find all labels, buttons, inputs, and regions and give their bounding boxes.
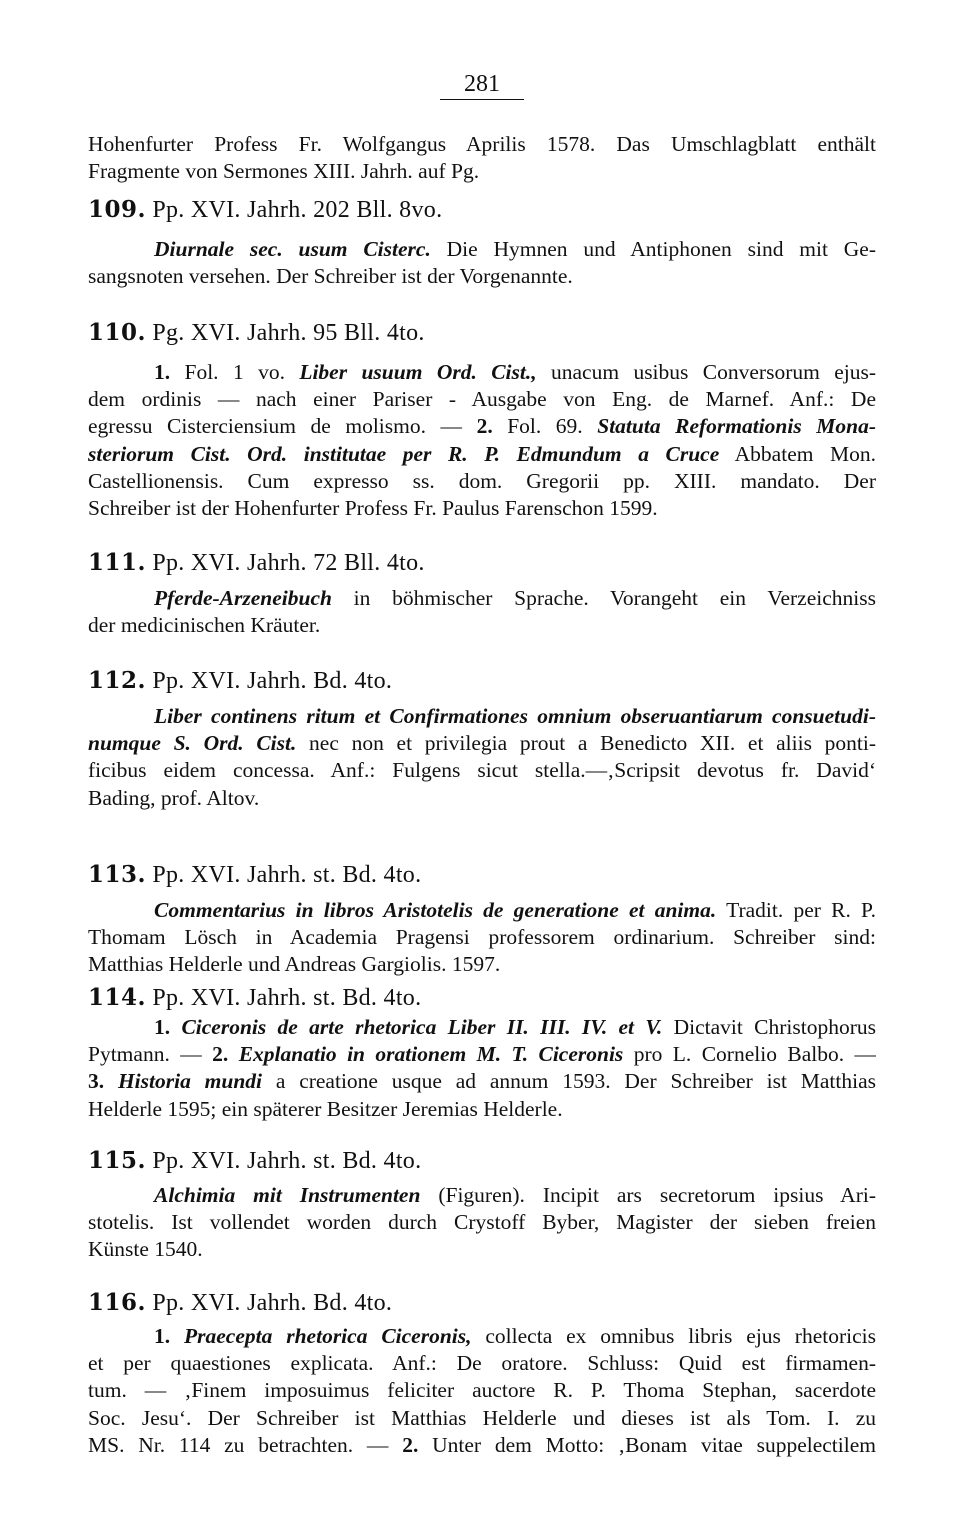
entry-description xyxy=(88,897,876,979)
text-line xyxy=(88,1405,876,1432)
body-text: Pytmann. — xyxy=(88,1042,213,1067)
title-text: Praecepta rhetorica Ciceronis, xyxy=(184,1324,472,1348)
entry-number: 109. xyxy=(88,196,147,223)
text-line xyxy=(88,951,876,978)
text-line xyxy=(88,1236,876,1263)
entry-meta: Pp. XVI. Jahrh. st. Bd. 4to. xyxy=(146,985,422,1011)
body-text: stotelis. Ist vollendet worden durch Crystoff Byber, Magister der sieben freien xyxy=(88,1210,876,1235)
text-line xyxy=(88,612,876,639)
text-line xyxy=(88,1014,876,1041)
entry-description xyxy=(88,1182,876,1264)
body-text: der medicinischen Kräuter. xyxy=(88,613,321,638)
title-text: numque S. Ord. Cist. xyxy=(88,731,297,756)
body-text: unacum usibus Conversorum ejus- xyxy=(536,360,876,384)
entry-heading xyxy=(88,549,425,577)
entry-meta: Pg. XVI. Jahrh. 95 Bll. 4to. xyxy=(146,320,425,346)
entry-number: 110. xyxy=(88,319,147,346)
item-number: 1. xyxy=(154,1015,171,1039)
body-text: Abbatem Mon. xyxy=(719,441,876,466)
entry-meta: Pp. XVI. Jahrh. 72 Bll. 4to. xyxy=(146,550,425,576)
text-line xyxy=(88,757,876,784)
item-number: 1. xyxy=(154,1324,171,1348)
title-text: steriorum Cist. Ord. institutae per R. P. Edmundum a Cruce xyxy=(88,441,720,466)
body-text: in böhmischer Sprache. Vorangeht ein Verzeichniss xyxy=(331,586,876,610)
body-text: egressu Cisterciensium de molismo. — xyxy=(88,414,477,439)
text-line xyxy=(88,785,876,812)
item-number: 3. xyxy=(88,1069,105,1094)
text-line xyxy=(88,263,876,290)
entry-meta: Pp. XVI. Jahrh. st. Bd. 4to. xyxy=(146,862,422,888)
body-text: Fol. 1 vo. xyxy=(170,360,300,384)
title-text: Explanatio in orationem M. T. Ciceronis xyxy=(238,1042,624,1067)
text-line xyxy=(88,1182,876,1209)
entry-description xyxy=(88,236,876,290)
body-text: Fol. 69. xyxy=(492,414,598,439)
body-text: ficibus eidem concessa. Anf.: Fulgens sicut stella.—‚Scripsit devotus fr. David‘ xyxy=(88,758,876,783)
body-text xyxy=(170,1015,181,1039)
entry-description xyxy=(88,585,876,639)
text-line xyxy=(88,730,876,757)
body-text: Dictavit Christophorus xyxy=(662,1015,876,1039)
text-line xyxy=(88,703,876,730)
entry-meta: Pp. XVI. Jahrh. st. Bd. 4to. xyxy=(146,1148,422,1174)
body-text: Schreiber ist der Hohenfurter Profess Fr. Paulus Farenschon 1599. xyxy=(88,495,658,520)
item-number: 2. xyxy=(212,1042,229,1067)
body-text: Soc. Jesu‘. Der Schreiber ist Matthias Helderle und dieses ist als Tom. I. zu xyxy=(88,1405,876,1430)
entry-description xyxy=(88,359,876,522)
body-text: Bading, prof. Altov. xyxy=(88,785,260,810)
text-line xyxy=(88,441,876,468)
title-text: Liber usuum Ord. Cist., xyxy=(299,360,537,384)
title-text: Pferde-Arzeneibuch xyxy=(154,586,332,610)
body-text: Helderle 1595; ein späterer Besitzer Jeremias Helderle. xyxy=(88,1096,563,1121)
entry-heading xyxy=(88,319,425,347)
item-number: 2. xyxy=(476,414,493,439)
body-text: collecta ex omnibus libris ejus rhetoricis xyxy=(471,1324,876,1348)
text-line xyxy=(88,1096,876,1123)
entry-heading xyxy=(88,1147,421,1175)
text-line xyxy=(88,585,876,612)
entry-meta: Pp. XVI. Jahrh. Bd. 4to. xyxy=(146,1290,393,1316)
text-line xyxy=(88,468,876,495)
text-line xyxy=(88,924,876,951)
text-line xyxy=(88,413,876,440)
body-text: a creatione usque ad annum 1593. Der Schreiber ist Matthias xyxy=(262,1069,876,1094)
title-text: Historia mundi xyxy=(117,1069,263,1094)
body-text: pro L. Cornelio Balbo. — xyxy=(623,1042,876,1067)
text-line xyxy=(88,1350,876,1377)
entry-number: 114. xyxy=(88,984,147,1011)
page-number: 281 xyxy=(440,70,524,100)
entry-number: 116. xyxy=(88,1289,147,1316)
body-text: sangsnoten versehen. Der Schreiber ist der Vorgenannte. xyxy=(88,264,573,289)
entry-number: 115. xyxy=(88,1147,147,1174)
text-line xyxy=(88,1377,876,1404)
title-text: Ciceronis de arte rhetorica Liber II. III. IV. et V. xyxy=(181,1015,663,1039)
item-number: 1. xyxy=(154,360,171,384)
body-text: Unter dem Motto: ‚Bonam vitae suppelectilem xyxy=(418,1432,876,1457)
text-line xyxy=(88,386,876,413)
text-line: Fragmente von Sermones XIII. Jahrh. auf Pg. xyxy=(88,159,480,184)
text-line: Hohenfurter Profess Fr. Wolfgangus Aprilis 1578. Das Umschlagblatt enthält xyxy=(88,132,876,156)
intro-paragraph xyxy=(88,131,876,185)
entry-number: 111. xyxy=(88,549,147,576)
body-text: tum. — ‚Finem imposuimus feliciter auctore R. P. Thoma Stephan, sacerdote xyxy=(88,1378,876,1403)
text-line xyxy=(88,495,876,522)
entry-description xyxy=(88,1014,876,1123)
entry-description xyxy=(88,703,876,812)
entry-number: 113. xyxy=(88,861,147,888)
title-text: Alchimia mit Instrumenten xyxy=(154,1183,421,1207)
text-line xyxy=(88,1323,876,1350)
text-line xyxy=(88,1209,876,1236)
body-text: Die Hymnen und Antiphonen sind mit Ge- xyxy=(430,237,876,261)
entry-meta: Pp. XVI. Jahrh. Bd. 4to. xyxy=(146,668,393,694)
entry-heading xyxy=(88,1289,392,1317)
body-text: Künste 1540. xyxy=(88,1237,203,1262)
entry-number: 112. xyxy=(88,667,147,694)
body-text: Tradit. per R. P. xyxy=(716,898,876,922)
item-number: 2. xyxy=(402,1432,419,1457)
body-text: MS. Nr. 114 zu betrachten. — xyxy=(88,1432,403,1457)
body-text xyxy=(104,1069,118,1093)
body-text: Castellionensis. Cum expresso ss. dom. Gregorii pp. XIII. mandato. Der xyxy=(88,468,876,493)
title-text: Liber continens ritum et Confirmationes omnium obseruantiarum consuetudi- xyxy=(154,704,876,728)
body-text xyxy=(170,1324,184,1348)
text-line xyxy=(88,236,876,263)
body-text: (Figuren). Incipit ars secretorum ipsius Ari- xyxy=(420,1183,876,1207)
body-text: dem ordinis — nach einer Pariser - Ausgabe von Eng. de Marnef. Anf.: De xyxy=(88,387,876,412)
body-text xyxy=(228,1042,238,1066)
title-text: Statuta Reformationis Mona- xyxy=(597,414,876,439)
entry-heading xyxy=(88,984,421,1012)
entry-description xyxy=(88,1323,876,1459)
entry-heading xyxy=(88,861,421,889)
text-line xyxy=(88,1041,876,1068)
entry-heading xyxy=(88,196,442,224)
entry-meta: Pp. XVI. Jahrh. 202 Bll. 8vo. xyxy=(146,197,443,223)
title-text: Diurnale sec. usum Cisterc. xyxy=(154,237,431,261)
text-line xyxy=(88,897,876,924)
body-text: Thomam Lösch in Academia Pragensi professorem ordinarium. Schreiber sind: xyxy=(88,925,876,950)
text-line xyxy=(88,359,876,386)
text-line xyxy=(88,1432,876,1459)
text-line xyxy=(88,1068,876,1095)
entry-heading xyxy=(88,667,392,695)
body-text: Matthias Helderle und Andreas Gargiolis. 1597. xyxy=(88,952,501,977)
body-text: et per quaestiones explicata. Anf.: De oratore. Schluss: Quid est firmamen- xyxy=(88,1351,876,1376)
body-text: nec non et privilegia prout a Benedicto XII. et aliis ponti- xyxy=(296,731,876,756)
title-text: Commentarius in libros Aristotelis de generatione et anima. xyxy=(154,898,717,922)
